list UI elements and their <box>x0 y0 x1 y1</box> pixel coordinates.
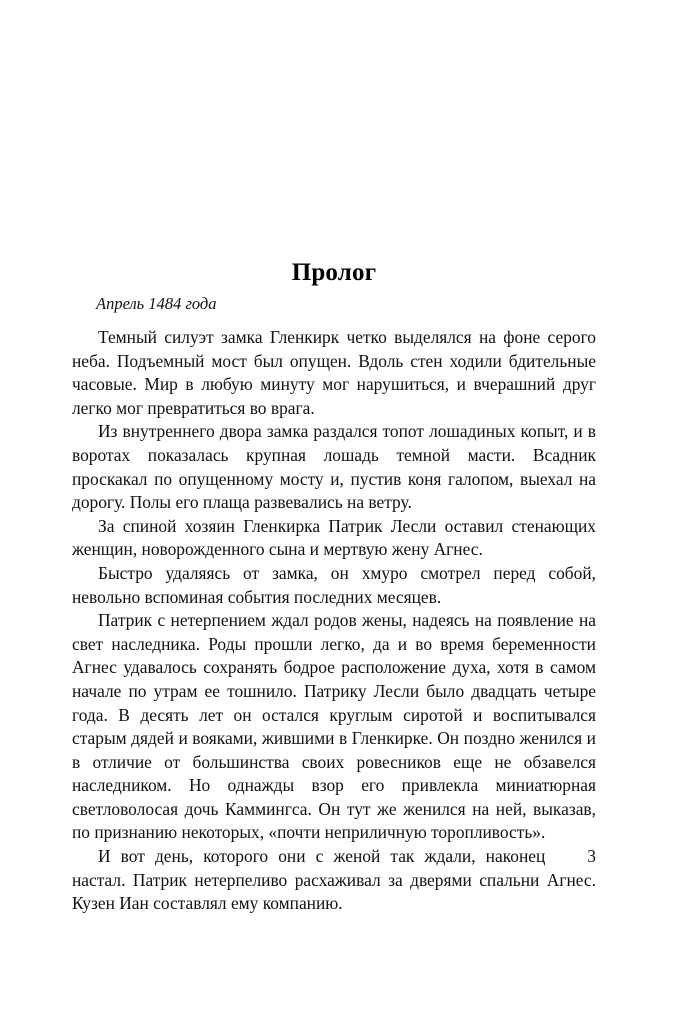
paragraph-text: И вот день, которого они с женой так ждали, наконец настал. Патрик нетерпеливо расхаживал за дверями спальни Агнес. Кузен Иан составлял ему компанию. <box>72 846 596 914</box>
body-text <box>72 326 596 916</box>
page-number: 3 <box>587 846 596 867</box>
paragraph-last <box>72 845 596 916</box>
paragraph: Из внутреннего двора замка раздался топот лошадиных копыт, и в воротах показалась крупная лошадь темной масти. Всадник проскакал по опущенному мосту и, пустив коня галопом, выехал на дорогу. Полы его плаща развевались на ветру. <box>72 421 596 513</box>
paragraph: За спиной хозяин Гленкирка Патрик Лесли оставил стенающих женщин, новорожденного сына и мертвую жену Агнес. <box>72 515 596 560</box>
chapter-title: Пролог <box>291 259 377 286</box>
paragraph: Быстро удаляясь от замка, он хмуро смотрел перед собой, невольно вспоминая события последних месяцев. <box>72 562 596 607</box>
chapter-dateline: Апрель 1484 года <box>96 294 217 313</box>
paragraph: Патрик с нетерпением ждал родов жены, надеясь на появление на свет наследника. Роды прошли легко, да и во время беременности Агнес удавалось сохранять бодрое расположение духа, хотя в самом начале по утрам ее тошнило. Патрику Лесли было двадцать четыре года. В десять лет он остался круглым сиротой и воспитывался старым дядей и вояками, жившими в Гленкирке. Он поздно женился и в отличие от большинства своих ровесников еще не обзавелся наследником. Но однажды взор его привлекла миниатюрная светловолосая дочь Каммингса. Он тут же женился на ней, выказав, по признанию некоторых, «почти неприличную торопливость». <box>72 610 596 843</box>
paragraph: Темный силуэт замка Гленкирк четко выделялся на фоне серого неба. Подъемный мост был опущен. Вдоль стен ходили бдительные часовые. Мир в любую минуту мог нарушиться, и вчерашний друг легко мог превратиться во врага. <box>72 327 596 418</box>
page-content <box>72 258 596 916</box>
